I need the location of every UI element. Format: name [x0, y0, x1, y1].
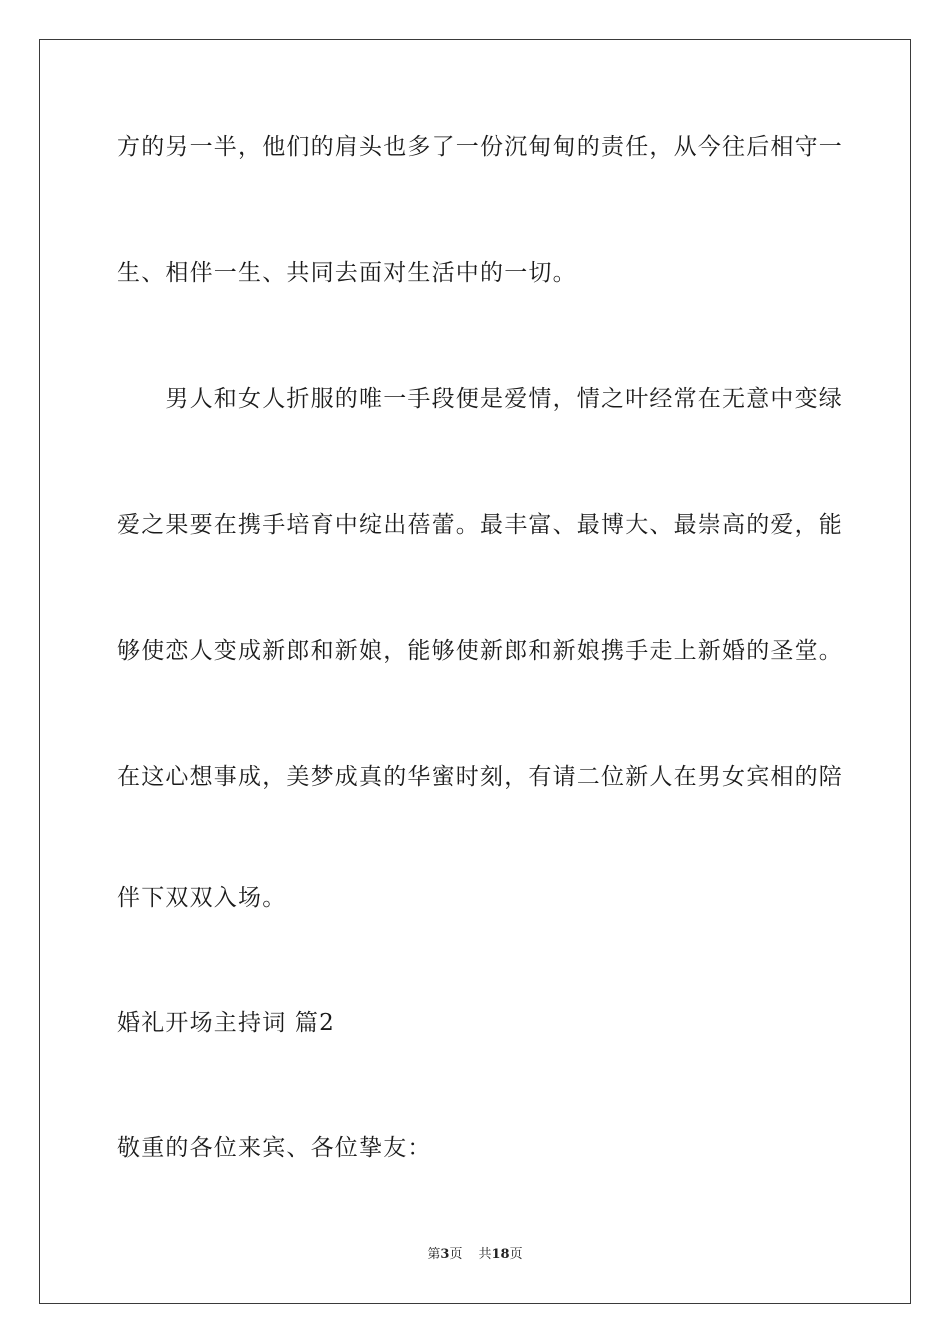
body-line-2: 生、相伴一生、共同去面对生活中的一切。 [117, 260, 577, 286]
page-footer [0, 1246, 950, 1264]
salutation-line: 敬重的各位来宾、各位挚友： [117, 1135, 432, 1161]
footer-total-prefix: 共 [478, 1247, 492, 1262]
footer-total-pages: 18 [491, 1247, 510, 1262]
section-heading: 婚礼开场主持词 篇2 [117, 1010, 335, 1036]
footer-total-suffix: 页 [509, 1247, 523, 1262]
footer-page-suffix: 页 [449, 1247, 463, 1262]
body-line-5: 够使恋人变成新郎和新娘，能够使新郎和新娘携手走上新婚的圣堂。 [117, 638, 843, 664]
body-line-3: 男人和女人折服的唯一手段便是爱情，情之叶经常在无意中变绿 [117, 386, 843, 412]
page-border [39, 39, 911, 1304]
body-line-7: 伴下双双入场。 [117, 885, 287, 911]
body-line-4: 爱之果要在携手培育中绽出蓓蕾。最丰富、最博大、最崇高的爱，能 [117, 512, 843, 538]
body-line-6: 在这心想事成，美梦成真的华蜜时刻，有请二位新人在男女宾相的陪 [117, 764, 843, 790]
footer-page-number: 3 [440, 1247, 450, 1262]
body-line-1: 方的另一半，他们的肩头也多了一份沉甸甸的责任，从今往后相守一 [117, 134, 843, 160]
footer-page-prefix: 第 [427, 1247, 441, 1262]
